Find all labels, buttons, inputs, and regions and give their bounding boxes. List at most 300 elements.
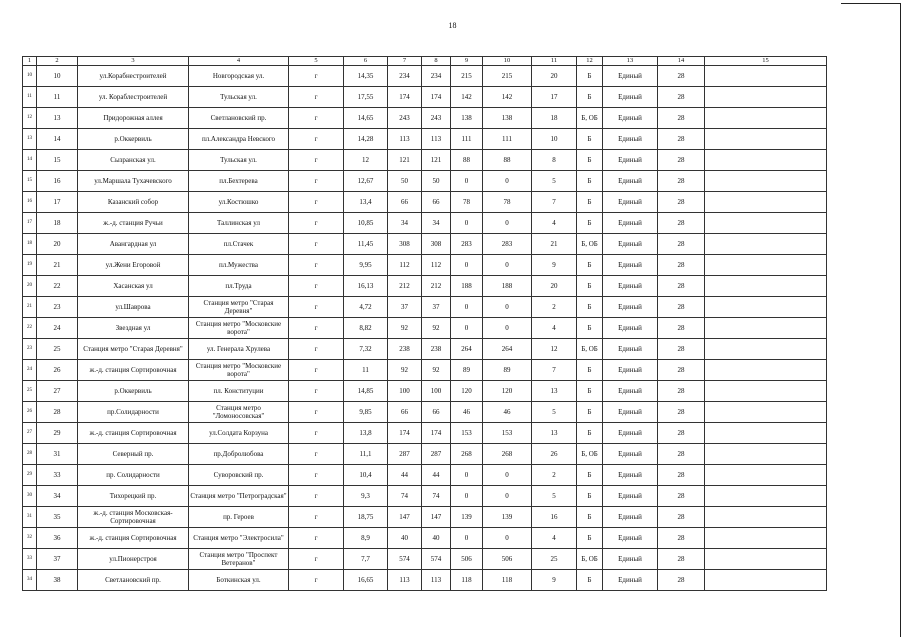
cell-tariff-amount: 28 bbox=[658, 276, 705, 297]
cell-row-index: 12 bbox=[23, 108, 37, 129]
cell-tariff-amount: 28 bbox=[658, 318, 705, 339]
cell-route-number: 17 bbox=[37, 192, 78, 213]
column-header: 10 bbox=[483, 57, 532, 66]
cell-value-col-8: 174 bbox=[422, 423, 451, 444]
cell-vehicle-class: Б, ОБ bbox=[577, 108, 603, 129]
cell-row-index: 29 bbox=[23, 465, 37, 486]
header-row bbox=[23, 57, 827, 66]
cell-value-col-8: 147 bbox=[422, 507, 451, 528]
cell-vehicle-class: Б bbox=[577, 318, 603, 339]
cell-value-col-10: 215 bbox=[483, 66, 532, 87]
cell-vehicle-class: Б, ОБ bbox=[577, 234, 603, 255]
cell-value-col-9: 153 bbox=[451, 423, 483, 444]
cell-vehicle-count: 12 bbox=[532, 339, 577, 360]
cell-start-point: р.Оккервиль bbox=[78, 129, 189, 150]
cell-route-type: г bbox=[289, 318, 344, 339]
cell-value-col-7: 74 bbox=[388, 486, 422, 507]
cell-route-type: г bbox=[289, 192, 344, 213]
cell-value-col-8: 238 bbox=[422, 339, 451, 360]
cell-value-col-9: 506 bbox=[451, 549, 483, 570]
cell-vehicle-class: Б bbox=[577, 360, 603, 381]
cell-row-index: 16 bbox=[23, 192, 37, 213]
cell-route-number: 37 bbox=[37, 549, 78, 570]
cell-route-length: 9,3 bbox=[344, 486, 388, 507]
cell-notes bbox=[705, 129, 827, 150]
cell-route-length: 17,55 bbox=[344, 87, 388, 108]
cell-end-point: Станция метро "Проспект Ветеранов" bbox=[189, 549, 289, 570]
table-row bbox=[23, 507, 827, 528]
cell-vehicle-count: 9 bbox=[532, 570, 577, 591]
cell-notes bbox=[705, 570, 827, 591]
table-row bbox=[23, 234, 827, 255]
cell-end-point: Боткинская ул. bbox=[189, 570, 289, 591]
cell-route-number: 20 bbox=[37, 234, 78, 255]
cell-value-col-9: 188 bbox=[451, 276, 483, 297]
cell-value-col-9: 264 bbox=[451, 339, 483, 360]
cell-end-point: Светлановский пр. bbox=[189, 108, 289, 129]
cell-route-type: г bbox=[289, 402, 344, 423]
cell-start-point: пр. Солидарности bbox=[78, 465, 189, 486]
cell-value-col-10: 0 bbox=[483, 255, 532, 276]
cell-value-col-9: 215 bbox=[451, 66, 483, 87]
cell-start-point: Тихорецкий пр. bbox=[78, 486, 189, 507]
column-header: 13 bbox=[603, 57, 658, 66]
cell-value-col-9: 120 bbox=[451, 381, 483, 402]
cell-value-col-8: 66 bbox=[422, 402, 451, 423]
cell-start-point: ул.Пионерстроя bbox=[78, 549, 189, 570]
cell-row-index: 11 bbox=[23, 87, 37, 108]
cell-route-type: г bbox=[289, 213, 344, 234]
table-row bbox=[23, 444, 827, 465]
cell-value-col-7: 147 bbox=[388, 507, 422, 528]
cell-value-col-10: 283 bbox=[483, 234, 532, 255]
cell-tariff: Единый bbox=[603, 339, 658, 360]
cell-tariff-amount: 28 bbox=[658, 465, 705, 486]
cell-route-length: 14,35 bbox=[344, 66, 388, 87]
cell-tariff-amount: 28 bbox=[658, 234, 705, 255]
cell-value-col-10: 0 bbox=[483, 528, 532, 549]
cell-row-index: 30 bbox=[23, 486, 37, 507]
cell-notes bbox=[705, 423, 827, 444]
cell-vehicle-count: 5 bbox=[532, 402, 577, 423]
cell-row-index: 14 bbox=[23, 150, 37, 171]
cell-route-number: 22 bbox=[37, 276, 78, 297]
cell-notes bbox=[705, 360, 827, 381]
cell-notes bbox=[705, 150, 827, 171]
cell-start-point: ул. Кораблестроителей bbox=[78, 87, 189, 108]
cell-tariff-amount: 28 bbox=[658, 129, 705, 150]
cell-value-col-7: 174 bbox=[388, 87, 422, 108]
cell-tariff: Единый bbox=[603, 402, 658, 423]
cell-start-point: Авангардная ул bbox=[78, 234, 189, 255]
cell-value-col-7: 92 bbox=[388, 318, 422, 339]
cell-vehicle-count: 16 bbox=[532, 507, 577, 528]
cell-value-col-8: 174 bbox=[422, 87, 451, 108]
cell-tariff-amount: 28 bbox=[658, 549, 705, 570]
cell-route-type: г bbox=[289, 381, 344, 402]
cell-route-type: г bbox=[289, 297, 344, 318]
cell-start-point: ул.Шаврова bbox=[78, 297, 189, 318]
table-row bbox=[23, 318, 827, 339]
cell-row-index: 17 bbox=[23, 213, 37, 234]
cell-start-point: ул.Маршала Тухачевского bbox=[78, 171, 189, 192]
cell-route-number: 11 bbox=[37, 87, 78, 108]
cell-row-index: 21 bbox=[23, 297, 37, 318]
cell-tariff: Единый bbox=[603, 360, 658, 381]
cell-vehicle-count: 4 bbox=[532, 528, 577, 549]
table-row bbox=[23, 339, 827, 360]
cell-vehicle-class: Б bbox=[577, 465, 603, 486]
cell-row-index: 32 bbox=[23, 528, 37, 549]
cell-route-type: г bbox=[289, 528, 344, 549]
cell-route-number: 16 bbox=[37, 171, 78, 192]
cell-vehicle-count: 4 bbox=[532, 213, 577, 234]
cell-tariff: Единый bbox=[603, 297, 658, 318]
table-row bbox=[23, 402, 827, 423]
cell-route-number: 27 bbox=[37, 381, 78, 402]
cell-value-col-10: 46 bbox=[483, 402, 532, 423]
cell-end-point: Станция метро "Петроградская" bbox=[189, 486, 289, 507]
cell-tariff-amount: 28 bbox=[658, 66, 705, 87]
cell-row-index: 24 bbox=[23, 360, 37, 381]
cell-value-col-7: 113 bbox=[388, 570, 422, 591]
cell-start-point: ул.Корабнестроителей bbox=[78, 66, 189, 87]
cell-notes bbox=[705, 549, 827, 570]
cell-value-col-9: 88 bbox=[451, 150, 483, 171]
cell-route-length: 18,75 bbox=[344, 507, 388, 528]
cell-vehicle-class: Б bbox=[577, 276, 603, 297]
cell-tariff-amount: 28 bbox=[658, 360, 705, 381]
column-header: 2 bbox=[37, 57, 78, 66]
cell-notes bbox=[705, 402, 827, 423]
cell-route-length: 16,13 bbox=[344, 276, 388, 297]
cell-row-index: 25 bbox=[23, 381, 37, 402]
cell-tariff-amount: 28 bbox=[658, 444, 705, 465]
cell-vehicle-class: Б bbox=[577, 213, 603, 234]
cell-vehicle-class: Б bbox=[577, 402, 603, 423]
cell-tariff-amount: 28 bbox=[658, 213, 705, 234]
cell-value-col-10: 111 bbox=[483, 129, 532, 150]
cell-route-length: 14,65 bbox=[344, 108, 388, 129]
cell-route-number: 34 bbox=[37, 486, 78, 507]
cell-end-point: пл.Александра Невского bbox=[189, 129, 289, 150]
cell-vehicle-count: 21 bbox=[532, 234, 577, 255]
cell-vehicle-class: Б, ОБ bbox=[577, 549, 603, 570]
cell-value-col-10: 120 bbox=[483, 381, 532, 402]
cell-value-col-8: 40 bbox=[422, 528, 451, 549]
cell-route-number: 24 bbox=[37, 318, 78, 339]
cell-start-point: Звездная ул bbox=[78, 318, 189, 339]
table-row bbox=[23, 549, 827, 570]
cell-tariff: Единый bbox=[603, 150, 658, 171]
column-header: 6 bbox=[344, 57, 388, 66]
cell-end-point: Новгородская ул. bbox=[189, 66, 289, 87]
cell-vehicle-class: Б bbox=[577, 528, 603, 549]
cell-tariff: Единый bbox=[603, 528, 658, 549]
cell-row-index: 15 bbox=[23, 171, 37, 192]
cell-route-length: 7,7 bbox=[344, 549, 388, 570]
cell-value-col-9: 139 bbox=[451, 507, 483, 528]
cell-route-type: г bbox=[289, 423, 344, 444]
cell-vehicle-count: 10 bbox=[532, 129, 577, 150]
cell-value-col-10: 88 bbox=[483, 150, 532, 171]
cell-vehicle-count: 13 bbox=[532, 381, 577, 402]
cell-row-index: 26 bbox=[23, 402, 37, 423]
cell-tariff: Единый bbox=[603, 171, 658, 192]
cell-value-col-9: 0 bbox=[451, 255, 483, 276]
cell-value-col-7: 308 bbox=[388, 234, 422, 255]
cell-value-col-10: 0 bbox=[483, 297, 532, 318]
cell-route-number: 13 bbox=[37, 108, 78, 129]
cell-route-number: 14 bbox=[37, 129, 78, 150]
cell-row-index: 22 bbox=[23, 318, 37, 339]
cell-value-col-8: 308 bbox=[422, 234, 451, 255]
cell-value-col-9: 0 bbox=[451, 465, 483, 486]
cell-route-type: г bbox=[289, 66, 344, 87]
cell-vehicle-count: 18 bbox=[532, 108, 577, 129]
cell-value-col-9: 142 bbox=[451, 87, 483, 108]
cell-tariff: Единый bbox=[603, 465, 658, 486]
cell-value-col-9: 268 bbox=[451, 444, 483, 465]
cell-route-type: г bbox=[289, 339, 344, 360]
table-body bbox=[23, 66, 827, 591]
table-row bbox=[23, 381, 827, 402]
cell-value-col-10: 139 bbox=[483, 507, 532, 528]
cell-end-point: пл.Мужества bbox=[189, 255, 289, 276]
cell-value-col-8: 34 bbox=[422, 213, 451, 234]
cell-vehicle-class: Б bbox=[577, 150, 603, 171]
cell-vehicle-class: Б bbox=[577, 423, 603, 444]
cell-start-point: ул.Жени Егоровой bbox=[78, 255, 189, 276]
cell-value-col-9: 0 bbox=[451, 486, 483, 507]
cell-tariff-amount: 28 bbox=[658, 108, 705, 129]
cell-route-type: г bbox=[289, 129, 344, 150]
cell-value-col-10: 0 bbox=[483, 465, 532, 486]
cell-tariff: Единый bbox=[603, 381, 658, 402]
cell-vehicle-count: 5 bbox=[532, 486, 577, 507]
cell-vehicle-count: 7 bbox=[532, 192, 577, 213]
cell-value-col-10: 268 bbox=[483, 444, 532, 465]
cell-value-col-10: 0 bbox=[483, 486, 532, 507]
cell-route-number: 35 bbox=[37, 507, 78, 528]
cell-start-point: Станция метро "Старая Деревня" bbox=[78, 339, 189, 360]
cell-notes bbox=[705, 528, 827, 549]
cell-value-col-8: 44 bbox=[422, 465, 451, 486]
cell-vehicle-class: Б bbox=[577, 171, 603, 192]
cell-tariff-amount: 28 bbox=[658, 528, 705, 549]
cell-route-type: г bbox=[289, 234, 344, 255]
cell-route-type: г bbox=[289, 507, 344, 528]
table-row bbox=[23, 66, 827, 87]
table-row bbox=[23, 129, 827, 150]
cell-route-number: 10 bbox=[37, 66, 78, 87]
cell-value-col-10: 153 bbox=[483, 423, 532, 444]
cell-vehicle-count: 7 bbox=[532, 360, 577, 381]
cell-route-length: 14,28 bbox=[344, 129, 388, 150]
cell-value-col-9: 283 bbox=[451, 234, 483, 255]
cell-row-index: 27 bbox=[23, 423, 37, 444]
cell-notes bbox=[705, 507, 827, 528]
cell-start-point: ж.-д. станция Сортировочная bbox=[78, 423, 189, 444]
cell-route-length: 10,85 bbox=[344, 213, 388, 234]
cell-route-type: г bbox=[289, 444, 344, 465]
cell-tariff: Единый bbox=[603, 276, 658, 297]
cell-value-col-7: 243 bbox=[388, 108, 422, 129]
cell-vehicle-class: Б bbox=[577, 255, 603, 276]
cell-value-col-10: 0 bbox=[483, 171, 532, 192]
cell-end-point: Суворовский пр. bbox=[189, 465, 289, 486]
cell-tariff: Единый bbox=[603, 318, 658, 339]
cell-notes bbox=[705, 213, 827, 234]
cell-value-col-10: 0 bbox=[483, 213, 532, 234]
cell-value-col-8: 113 bbox=[422, 570, 451, 591]
cell-start-point: Казанский собор bbox=[78, 192, 189, 213]
cell-value-col-9: 78 bbox=[451, 192, 483, 213]
cell-vehicle-count: 2 bbox=[532, 465, 577, 486]
cell-tariff-amount: 28 bbox=[658, 570, 705, 591]
cell-row-index: 31 bbox=[23, 507, 37, 528]
cell-tariff-amount: 28 bbox=[658, 171, 705, 192]
cell-route-length: 10,4 bbox=[344, 465, 388, 486]
cell-start-point: ж.-д. станция Московская-Сортировочная bbox=[78, 507, 189, 528]
cell-notes bbox=[705, 108, 827, 129]
cell-route-length: 14,85 bbox=[344, 381, 388, 402]
cell-route-number: 31 bbox=[37, 444, 78, 465]
cell-tariff-amount: 28 bbox=[658, 192, 705, 213]
cell-notes bbox=[705, 171, 827, 192]
cell-value-col-7: 44 bbox=[388, 465, 422, 486]
cell-value-col-9: 111 bbox=[451, 129, 483, 150]
cell-route-length: 8,82 bbox=[344, 318, 388, 339]
cell-value-col-9: 0 bbox=[451, 171, 483, 192]
cell-start-point: Хасанская ул bbox=[78, 276, 189, 297]
cell-route-length: 7,32 bbox=[344, 339, 388, 360]
cell-row-index: 18 bbox=[23, 234, 37, 255]
cell-value-col-7: 174 bbox=[388, 423, 422, 444]
cell-start-point: р.Оккервиль bbox=[78, 381, 189, 402]
cell-vehicle-class: Б, ОБ bbox=[577, 444, 603, 465]
cell-end-point: пр. Героев bbox=[189, 507, 289, 528]
cell-tariff: Единый bbox=[603, 423, 658, 444]
cell-vehicle-count: 25 bbox=[532, 549, 577, 570]
column-header: 11 bbox=[532, 57, 577, 66]
table-row bbox=[23, 87, 827, 108]
cell-end-point: ул.Солдата Корзуна bbox=[189, 423, 289, 444]
cell-row-index: 10 bbox=[23, 66, 37, 87]
cell-value-col-7: 112 bbox=[388, 255, 422, 276]
routes-table bbox=[22, 56, 827, 591]
cell-value-col-7: 574 bbox=[388, 549, 422, 570]
cell-end-point: пл.Бехтерева bbox=[189, 171, 289, 192]
cell-value-col-7: 234 bbox=[388, 66, 422, 87]
table-row bbox=[23, 570, 827, 591]
cell-end-point: Станция метро "Ломоносовская" bbox=[189, 402, 289, 423]
cell-route-length: 9,85 bbox=[344, 402, 388, 423]
cell-value-col-8: 243 bbox=[422, 108, 451, 129]
cell-route-type: г bbox=[289, 465, 344, 486]
cell-tariff-amount: 28 bbox=[658, 507, 705, 528]
cell-route-length: 11,45 bbox=[344, 234, 388, 255]
cell-vehicle-count: 5 bbox=[532, 171, 577, 192]
cell-tariff: Единый bbox=[603, 486, 658, 507]
column-header: 15 bbox=[705, 57, 827, 66]
page-frame-top bbox=[841, 3, 901, 4]
cell-route-type: г bbox=[289, 570, 344, 591]
cell-vehicle-count: 8 bbox=[532, 150, 577, 171]
cell-row-index: 13 bbox=[23, 129, 37, 150]
cell-value-col-7: 212 bbox=[388, 276, 422, 297]
cell-route-type: г bbox=[289, 150, 344, 171]
cell-route-type: г bbox=[289, 360, 344, 381]
cell-start-point: ж.-д. станция Сортировочная bbox=[78, 528, 189, 549]
cell-row-index: 28 bbox=[23, 444, 37, 465]
cell-value-col-8: 92 bbox=[422, 360, 451, 381]
cell-value-col-10: 506 bbox=[483, 549, 532, 570]
cell-vehicle-class: Б, ОБ bbox=[577, 339, 603, 360]
cell-vehicle-class: Б bbox=[577, 507, 603, 528]
cell-tariff: Единый bbox=[603, 507, 658, 528]
cell-tariff: Единый bbox=[603, 549, 658, 570]
cell-value-col-10: 89 bbox=[483, 360, 532, 381]
cell-tariff: Единый bbox=[603, 87, 658, 108]
cell-end-point: Тульская ул. bbox=[189, 87, 289, 108]
cell-vehicle-class: Б bbox=[577, 192, 603, 213]
cell-route-number: 21 bbox=[37, 255, 78, 276]
cell-route-number: 29 bbox=[37, 423, 78, 444]
cell-route-length: 11 bbox=[344, 360, 388, 381]
cell-start-point: пр.Солидарности bbox=[78, 402, 189, 423]
cell-tariff-amount: 28 bbox=[658, 255, 705, 276]
table-row bbox=[23, 528, 827, 549]
cell-value-col-7: 37 bbox=[388, 297, 422, 318]
cell-tariff: Единый bbox=[603, 255, 658, 276]
cell-route-length: 16,65 bbox=[344, 570, 388, 591]
cell-end-point: Станция метро "Старая Деревня" bbox=[189, 297, 289, 318]
cell-route-type: г bbox=[289, 108, 344, 129]
cell-end-point: пр.Добролюбова bbox=[189, 444, 289, 465]
cell-row-index: 20 bbox=[23, 276, 37, 297]
cell-value-col-7: 50 bbox=[388, 171, 422, 192]
cell-end-point: ул. Генерала Хрулева bbox=[189, 339, 289, 360]
cell-value-col-8: 92 bbox=[422, 318, 451, 339]
cell-route-number: 26 bbox=[37, 360, 78, 381]
cell-vehicle-count: 2 bbox=[532, 297, 577, 318]
cell-notes bbox=[705, 255, 827, 276]
cell-vehicle-class: Б bbox=[577, 129, 603, 150]
cell-value-col-10: 78 bbox=[483, 192, 532, 213]
cell-end-point: Станция метро "Электросила" bbox=[189, 528, 289, 549]
cell-route-length: 12,67 bbox=[344, 171, 388, 192]
cell-route-length: 13,8 bbox=[344, 423, 388, 444]
cell-start-point: ж.-д. станция Сортировочная bbox=[78, 360, 189, 381]
cell-value-col-9: 0 bbox=[451, 528, 483, 549]
cell-start-point: Светлановский пр. bbox=[78, 570, 189, 591]
cell-tariff: Единый bbox=[603, 234, 658, 255]
column-header: 14 bbox=[658, 57, 705, 66]
cell-value-col-8: 100 bbox=[422, 381, 451, 402]
cell-route-length: 4,72 bbox=[344, 297, 388, 318]
cell-start-point: Сызранская ул. bbox=[78, 150, 189, 171]
cell-value-col-8: 50 bbox=[422, 171, 451, 192]
table-row bbox=[23, 423, 827, 444]
cell-value-col-7: 121 bbox=[388, 150, 422, 171]
cell-end-point: Таллинская ул bbox=[189, 213, 289, 234]
cell-tariff-amount: 28 bbox=[658, 381, 705, 402]
table-row bbox=[23, 213, 827, 234]
cell-value-col-7: 66 bbox=[388, 192, 422, 213]
cell-value-col-10: 142 bbox=[483, 87, 532, 108]
cell-route-number: 18 bbox=[37, 213, 78, 234]
